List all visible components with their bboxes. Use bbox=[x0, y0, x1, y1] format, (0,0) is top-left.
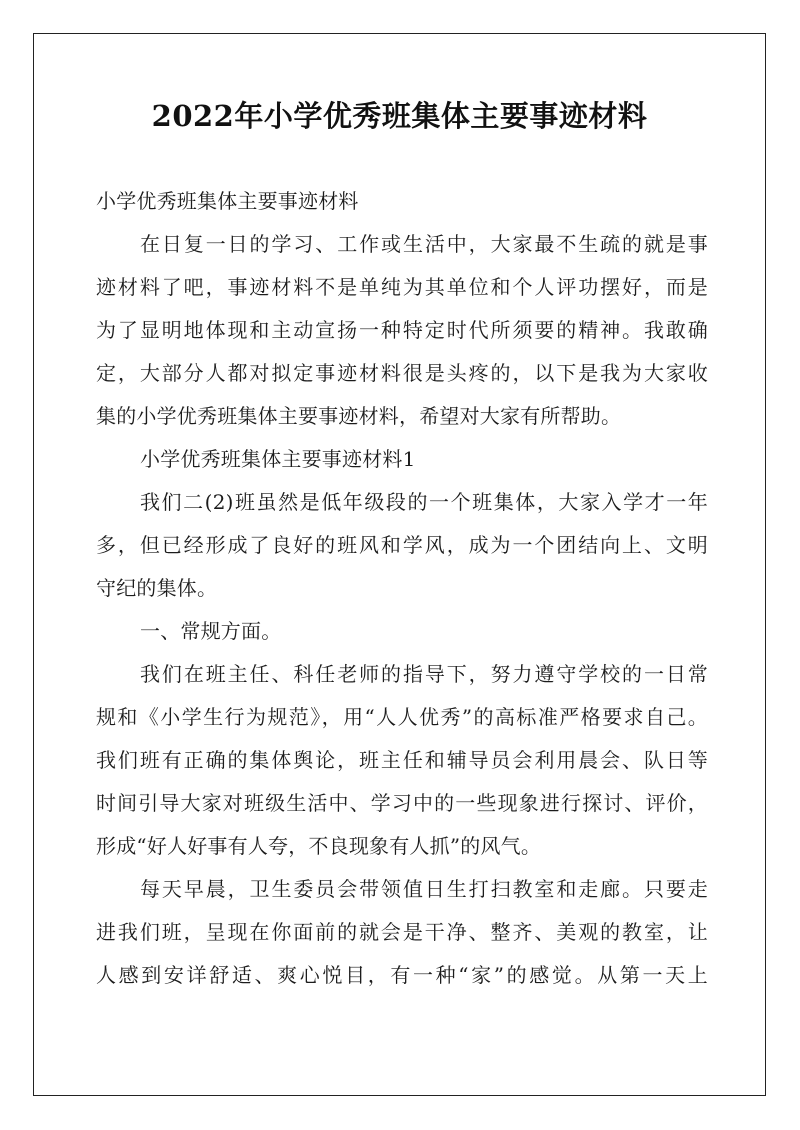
paragraph-line: 我们班有正确的集体舆论，班主任和辅导员会利用晨会、队日等 bbox=[96, 748, 708, 772]
paragraph-line: 定，大部分人都对拟定事迹材料很是头疼的，以下是我为大家收 bbox=[96, 361, 708, 385]
paragraph-line: 人感到安详舒适、爽心悦目，有一种“家”的感觉。从第一天上 bbox=[96, 963, 708, 987]
paragraph-line: 在日复一日的学习、工作或生活中，大家最不生疏的就是事 bbox=[140, 232, 708, 256]
paragraph-line: 多，但已经形成了良好的班风和学风，成为一个团结向上、文明 bbox=[96, 533, 708, 557]
paragraph-line: 规和《小学生行为规范》，用“人人优秀”的高标准严格要求自己。 bbox=[96, 705, 708, 729]
document-body bbox=[96, 184, 708, 992]
paragraph-line: 我们二(2)班虽然是低年级段的一个班集体，大家入学才一年 bbox=[140, 490, 708, 514]
paragraph-line: 迹材料了吧，事迹材料不是单纯为其单位和个人评功摆好，而是 bbox=[96, 275, 708, 299]
paragraph-line: 为了显明地体现和主动宣扬一种特定时代所须要的精神。我敢确 bbox=[96, 318, 708, 342]
paragraph-line: 每天早晨，卫生委员会带领值日生打扫教室和走廊。只要走 bbox=[140, 877, 708, 901]
document-title: 2022年小学优秀班集体主要事迹材料 bbox=[151, 99, 648, 133]
subsection-heading: 一、常规方面。 bbox=[140, 619, 282, 643]
paragraph-line: 时间引导大家对班级生活中、学习中的一些现象进行探讨、评价， bbox=[96, 791, 708, 815]
paragraph-line: 我们在班主任、科任老师的指导下，努力遵守学校的一日常 bbox=[140, 662, 708, 686]
paragraph-line: 集的小学优秀班集体主要事迹材料，希望对大家有所帮助。 bbox=[96, 404, 622, 428]
paragraph-line: 进我们班，呈现在你面前的就会是干净、整齐、美观的教室，让 bbox=[96, 920, 708, 944]
section-heading: 小学优秀班集体主要事迹材料1 bbox=[140, 447, 416, 471]
paragraph-line: 守纪的集体。 bbox=[96, 576, 218, 600]
subtitle-line: 小学优秀班集体主要事迹材料 bbox=[96, 189, 359, 213]
paragraph-line: 形成“好人好事有人夸，不良现象有人抓”的风气。 bbox=[96, 834, 542, 858]
